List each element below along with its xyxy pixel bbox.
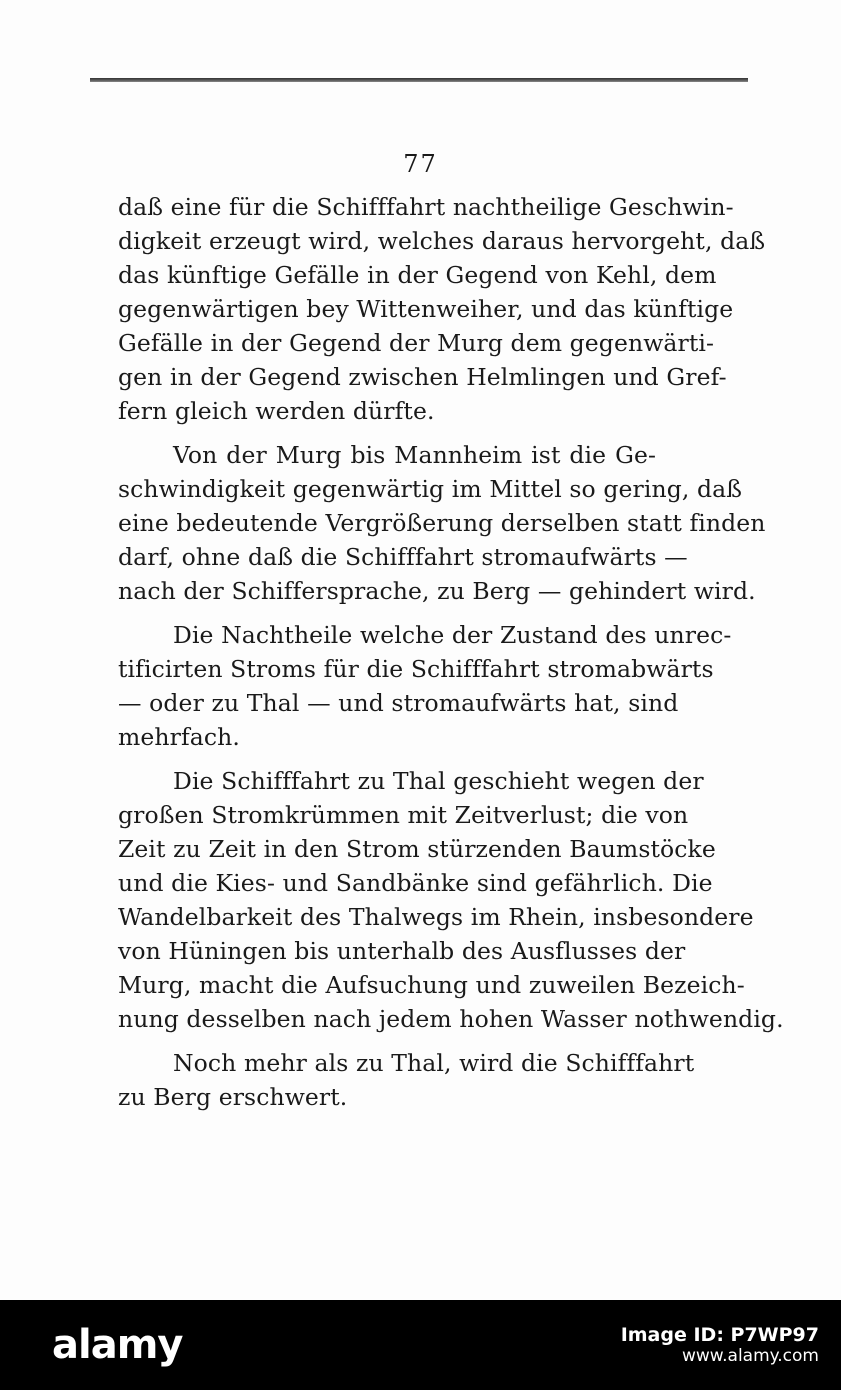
text-line: mehrfach. (118, 723, 240, 751)
paragraph-gap (118, 754, 656, 764)
text-line: großen Stromkrümmen mit Zeitverlust; die von (118, 801, 689, 829)
paragraph (118, 1046, 695, 1114)
paragraph (118, 438, 766, 608)
text-line: Murg, macht die Aufsuchung und zuweilen Bezeich- (118, 971, 745, 999)
text-line: und die Kies- und Sandbänke sind gefährlich. Die (118, 869, 713, 897)
text-line: digkeit erzeugt wird, welches daraus hervorgeht, daß (118, 227, 766, 255)
text-line: nung desselben nach jedem hohen Wasser nothwendig. (118, 1005, 784, 1033)
header-rule (90, 78, 748, 82)
text-line: — oder zu Thal — und stromaufwärts hat, sind (118, 689, 679, 717)
text-line: Gefälle in der Gegend der Murg dem gegenwärti- (118, 329, 715, 357)
watermark-footer (0, 1300, 841, 1390)
body-text (118, 190, 784, 1114)
text-line: daß eine für die Schifffahrt nachtheilige Geschwin- (118, 193, 734, 221)
text-line: Zeit zu Zeit in den Strom stürzenden Baumstöcke (118, 835, 716, 863)
alamy-logo: alamy (52, 1322, 183, 1368)
text-line: das künftige Gefälle in der Gegend von Kehl, dem (118, 261, 717, 289)
paragraph-gap (118, 1036, 656, 1046)
paragraph (118, 764, 784, 1036)
text-line: Die Nachtheile welche der Zustand des unrec- (173, 621, 732, 649)
text-line: gegenwärtigen bey Wittenweiher, und das künftige (118, 295, 734, 323)
text-line: Noch mehr als zu Thal, wird die Schifffahrt (173, 1049, 695, 1077)
image-id: Image ID: P7WP97 (620, 1324, 819, 1346)
text-line: Die Schifffahrt zu Thal geschieht wegen der (173, 767, 704, 795)
text-line: darf, ohne daß die Schifffahrt stromaufwärts — (118, 543, 688, 571)
text-line: schwindigkeit gegenwärtig im Mittel so gering, daß (118, 475, 743, 503)
page-number: 77 (403, 150, 438, 178)
paragraph (118, 618, 732, 754)
text-line: tificirten Stroms für die Schifffahrt stromabwärts (118, 655, 714, 683)
site-url: www.alamy.com (681, 1346, 819, 1366)
text-line: fern gleich werden dürfte. (118, 397, 435, 425)
text-line: von Hüningen bis unterhalb des Ausflusses der (118, 937, 686, 965)
text-line: Wandelbarkeit des Thalwegs im Rhein, insbesondere (118, 903, 754, 931)
paragraph-gap (118, 608, 656, 618)
text-line: zu Berg erschwert. (118, 1083, 348, 1111)
text-line: gen in der Gegend zwischen Helmlingen und Gref- (118, 363, 727, 391)
text-line: nach der Schiffersprache, zu Berg — gehindert wird. (118, 577, 756, 605)
paragraph-gap (118, 428, 656, 438)
text-line: eine bedeutende Vergrößerung derselben statt finden (118, 509, 766, 537)
image-meta (621, 1324, 819, 1366)
paragraph (118, 190, 766, 428)
text-line: Von der Murg bis Mannheim ist die Ge- (173, 441, 656, 469)
